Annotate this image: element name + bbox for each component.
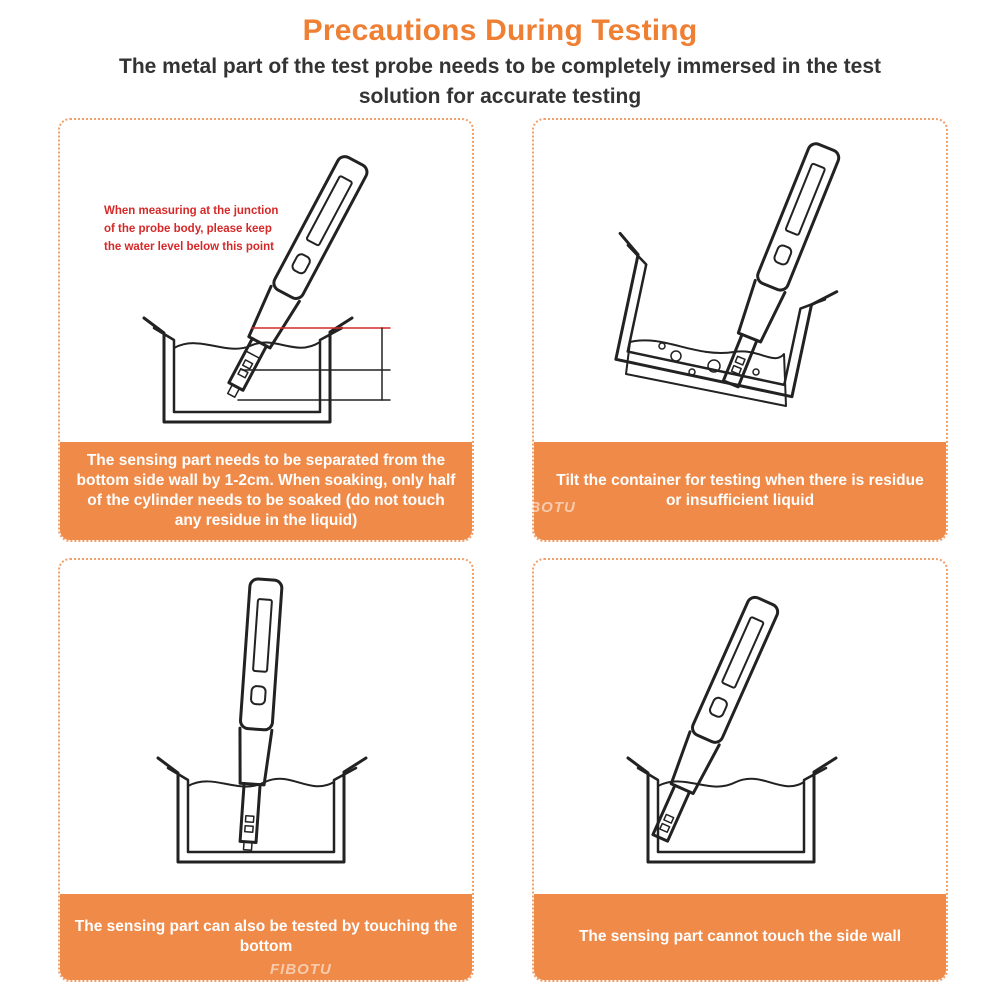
panel-tilted-container [514,118,948,542]
page-subtitle: The metal part of the test probe needs to be completely immersed in the test solution for accurate testing [119,55,881,108]
watermark: FIBOTU [514,499,576,516]
caption-panel-3: The sensing part can also be tested by touching the bottom [60,894,472,980]
panel-touching-bottom [58,558,474,982]
caption-panel-2: Tilt the container for testing when there is residue or insufficient liquid [534,442,946,540]
panel-side-wall [532,558,948,982]
warning-note: When measuring at the junction of the probe body, please keep the water level below this point [104,205,279,253]
caption-panel-4: The sensing part cannot touch the side wall [534,894,946,980]
caption-panel-1: The sensing part needs to be separated from the bottom side wall by 1-2cm. When soaking, only half of the cylinder needs to be soaked (do not touch any residue in the liquid) [60,442,472,540]
page-title: Precautions During Testing [302,14,698,47]
watermark: FIBOTU [270,961,332,978]
panel-correct-immersion [58,118,474,542]
